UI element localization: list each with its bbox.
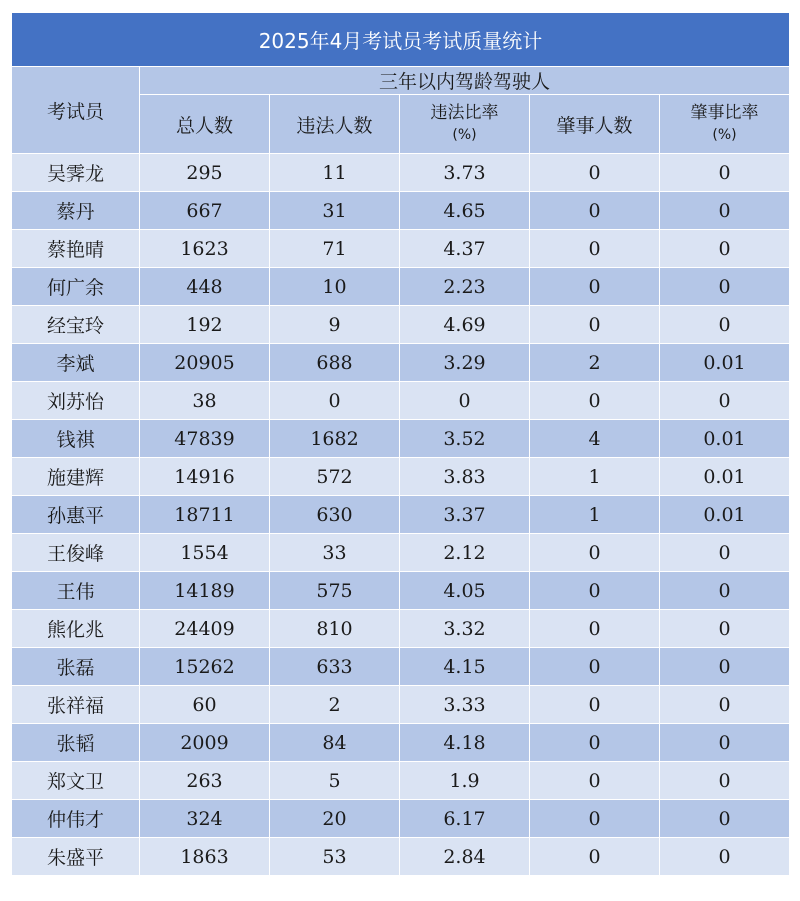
accident-rate-cell: 0.01 (660, 420, 790, 458)
accident-rate-cell: 0 (660, 230, 790, 268)
accident-rate-cell: 0 (660, 306, 790, 344)
total-cell: 448 (140, 268, 270, 306)
accident-rate-cell: 0 (660, 154, 790, 192)
table-row (12, 686, 790, 724)
violations-cell: 633 (270, 648, 400, 686)
violation-rate-cell: 3.29 (400, 344, 530, 382)
accidents-cell: 0 (530, 610, 660, 648)
total-cell: 24409 (140, 610, 270, 648)
total-header: 总人数 (140, 95, 270, 154)
accidents-cell: 1 (530, 496, 660, 534)
total-cell: 47839 (140, 420, 270, 458)
violations-cell: 630 (270, 496, 400, 534)
examiner-name-cell: 王俊峰 (12, 534, 140, 572)
table-row (12, 534, 790, 572)
total-cell: 14916 (140, 458, 270, 496)
table-row (12, 154, 790, 192)
violation-rate-header-label: 违法比率 (430, 103, 499, 123)
accidents-cell: 0 (530, 572, 660, 610)
table-row (12, 648, 790, 686)
accident-rate-header-label: 肇事比率 (690, 103, 759, 123)
violation-rate-header-unit: (%) (452, 127, 477, 143)
violation-rate-cell: 4.69 (400, 306, 530, 344)
total-cell: 1554 (140, 534, 270, 572)
table-row (12, 458, 790, 496)
accident-rate-cell: 0 (660, 800, 790, 838)
violation-rate-cell: 2.12 (400, 534, 530, 572)
violation-rate-header (400, 95, 530, 154)
table-row (12, 610, 790, 648)
examiner-name-cell: 刘苏怡 (12, 382, 140, 420)
table-row (12, 306, 790, 344)
total-cell: 20905 (140, 344, 270, 382)
accidents-cell: 0 (530, 154, 660, 192)
violation-rate-cell: 3.32 (400, 610, 530, 648)
accidents-cell: 0 (530, 724, 660, 762)
table-row (12, 344, 790, 382)
examiner-header: 考试员 (12, 67, 140, 154)
violations-cell: 11 (270, 154, 400, 192)
examiner-name-cell: 张祥福 (12, 686, 140, 724)
table-row (12, 838, 790, 876)
total-cell: 15262 (140, 648, 270, 686)
accident-rate-cell: 0 (660, 268, 790, 306)
total-cell: 38 (140, 382, 270, 420)
examiner-name-cell: 张韬 (12, 724, 140, 762)
violations-cell: 53 (270, 838, 400, 876)
accidents-cell: 1 (530, 458, 660, 496)
examiner-name-cell: 吴霁龙 (12, 154, 140, 192)
accidents-cell: 0 (530, 192, 660, 230)
examiner-name-cell: 施建辉 (12, 458, 140, 496)
accidents-cell: 0 (530, 382, 660, 420)
table-title: 2025年4月考试员考试质量统计 (12, 13, 790, 67)
total-cell: 667 (140, 192, 270, 230)
violations-cell: 0 (270, 382, 400, 420)
violation-rate-cell: 3.52 (400, 420, 530, 458)
violation-rate-cell: 3.37 (400, 496, 530, 534)
table-row (12, 724, 790, 762)
violations-cell: 810 (270, 610, 400, 648)
table-row (12, 382, 790, 420)
table-body (12, 154, 790, 876)
total-cell: 60 (140, 686, 270, 724)
violation-rate-cell: 2.23 (400, 268, 530, 306)
total-cell: 295 (140, 154, 270, 192)
table-row (12, 268, 790, 306)
table-row (12, 800, 790, 838)
stats-table-container (11, 12, 789, 876)
table-row (12, 572, 790, 610)
examiner-name-cell: 何广余 (12, 268, 140, 306)
total-cell: 1863 (140, 838, 270, 876)
examiner-name-cell: 仲伟才 (12, 800, 140, 838)
table-row (12, 420, 790, 458)
violation-rate-cell: 4.15 (400, 648, 530, 686)
accidents-cell: 0 (530, 838, 660, 876)
examiner-name-cell: 钱祺 (12, 420, 140, 458)
violations-cell: 575 (270, 572, 400, 610)
total-cell: 14189 (140, 572, 270, 610)
examiner-name-cell: 李斌 (12, 344, 140, 382)
violations-cell: 572 (270, 458, 400, 496)
accidents-cell: 4 (530, 420, 660, 458)
violation-rate-cell: 3.73 (400, 154, 530, 192)
accidents-cell: 0 (530, 686, 660, 724)
accidents-cell: 0 (530, 306, 660, 344)
total-cell: 192 (140, 306, 270, 344)
accident-rate-cell: 0 (660, 648, 790, 686)
accident-rate-cell: 0.01 (660, 496, 790, 534)
accidents-cell: 0 (530, 648, 660, 686)
violations-cell: 20 (270, 800, 400, 838)
driver-group-header: 三年以内驾龄驾驶人 (140, 67, 790, 95)
violations-cell: 5 (270, 762, 400, 800)
examiner-name-cell: 蔡艳晴 (12, 230, 140, 268)
violation-rate-cell: 3.33 (400, 686, 530, 724)
violations-cell: 10 (270, 268, 400, 306)
table-row (12, 762, 790, 800)
accident-rate-header-unit: (%) (712, 127, 737, 143)
total-cell: 1623 (140, 230, 270, 268)
table-row (12, 192, 790, 230)
violation-rate-cell: 4.05 (400, 572, 530, 610)
violation-rate-cell: 4.18 (400, 724, 530, 762)
examiner-name-cell: 王伟 (12, 572, 140, 610)
examiner-name-cell: 孙惠平 (12, 496, 140, 534)
total-cell: 2009 (140, 724, 270, 762)
accident-rate-cell: 0 (660, 382, 790, 420)
accident-rate-header (660, 95, 790, 154)
accident-rate-cell: 0 (660, 192, 790, 230)
violations-cell: 33 (270, 534, 400, 572)
violations-cell: 688 (270, 344, 400, 382)
accidents-header: 肇事人数 (530, 95, 660, 154)
examiner-name-cell: 朱盛平 (12, 838, 140, 876)
accidents-cell: 2 (530, 344, 660, 382)
accidents-cell: 0 (530, 268, 660, 306)
accidents-cell: 0 (530, 762, 660, 800)
examiner-name-cell: 张磊 (12, 648, 140, 686)
violations-cell: 9 (270, 306, 400, 344)
violations-cell: 31 (270, 192, 400, 230)
accident-rate-cell: 0.01 (660, 458, 790, 496)
accident-rate-cell: 0 (660, 762, 790, 800)
accident-rate-cell: 0 (660, 838, 790, 876)
accident-rate-cell: 0 (660, 610, 790, 648)
violation-rate-cell: 2.84 (400, 838, 530, 876)
violations-header: 违法人数 (270, 95, 400, 154)
examiner-name-cell: 蔡丹 (12, 192, 140, 230)
accident-rate-cell: 0 (660, 724, 790, 762)
accident-rate-cell: 0.01 (660, 344, 790, 382)
total-cell: 263 (140, 762, 270, 800)
accident-rate-cell: 0 (660, 534, 790, 572)
violation-rate-cell: 3.83 (400, 458, 530, 496)
violation-rate-cell: 0 (400, 382, 530, 420)
accidents-cell: 0 (530, 800, 660, 838)
violations-cell: 2 (270, 686, 400, 724)
accidents-cell: 0 (530, 230, 660, 268)
table-row (12, 230, 790, 268)
violations-cell: 71 (270, 230, 400, 268)
violation-rate-cell: 6.17 (400, 800, 530, 838)
violations-cell: 1682 (270, 420, 400, 458)
exam-quality-table (11, 12, 790, 876)
accident-rate-cell: 0 (660, 572, 790, 610)
violation-rate-cell: 4.65 (400, 192, 530, 230)
accidents-cell: 0 (530, 534, 660, 572)
examiner-name-cell: 郑文卫 (12, 762, 140, 800)
table-row (12, 496, 790, 534)
total-cell: 324 (140, 800, 270, 838)
violations-cell: 84 (270, 724, 400, 762)
examiner-name-cell: 熊化兆 (12, 610, 140, 648)
accident-rate-cell: 0 (660, 686, 790, 724)
examiner-name-cell: 经宝玲 (12, 306, 140, 344)
violation-rate-cell: 1.9 (400, 762, 530, 800)
violation-rate-cell: 4.37 (400, 230, 530, 268)
total-cell: 18711 (140, 496, 270, 534)
